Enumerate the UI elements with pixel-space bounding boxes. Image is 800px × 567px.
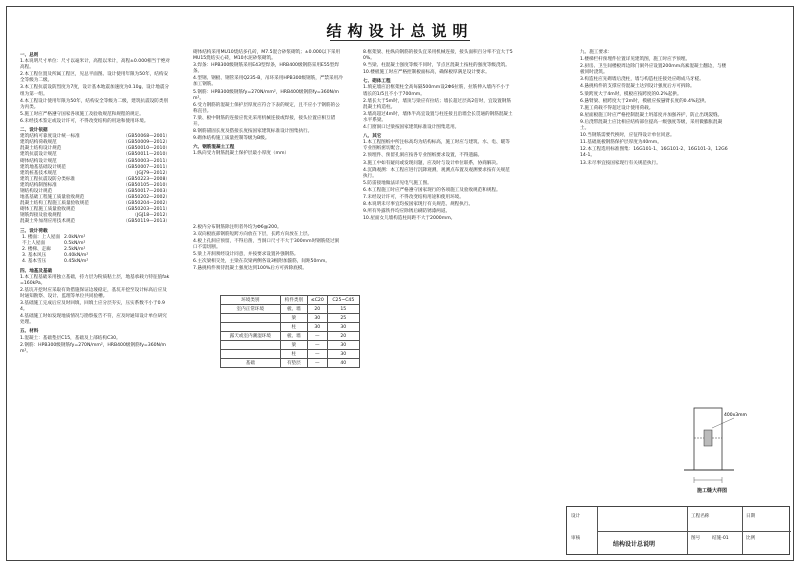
paragraph: 4.型钢、钢板、钢管采用Q235-B，吊环采用HPB300级钢筋，严禁采用冷加工钢筋。 <box>193 76 343 88</box>
cover-cell: 柱 <box>280 350 307 359</box>
paragraph: 11.基础底板钢筋保护层厚度为40mm。 <box>580 140 662 146</box>
cover-header-row <box>221 296 360 305</box>
cover-cell: 有垫层 <box>280 359 307 368</box>
paragraph: 7.施工荷载不得超过设计使用荷载。 <box>580 105 654 111</box>
paragraph: 4.沉降观测：本工程应进行沉降观测，观测点布置及观测要求按有关规范执行。 <box>363 167 510 179</box>
drawing-name: 结构设计总说明 <box>613 541 656 548</box>
standard-code: （GB50119—2013） <box>123 219 170 225</box>
cover-cell <box>221 350 281 359</box>
paragraph: 1.本工程基础采用独立基础，持力层为粉质粘土层，地基承载力特征值fak=160kPa。 <box>20 274 170 286</box>
title-underline <box>330 40 470 41</box>
paragraph: 5.梁上开洞须经设计同意，并按要求设置补强钢筋。 <box>193 251 299 257</box>
cover-cell: — <box>308 350 328 359</box>
paragraph: 10.楼板施工时应严格控制板面标高，确保板厚满足设计要求。 <box>363 70 490 76</box>
paragraph: 3.基础施工完成后应及时回填，回填土应分层夯实，压实系数不小于0.94。 <box>20 301 165 313</box>
cover-cell: 板、墙 <box>280 332 307 341</box>
standard-name: 建筑工程抗震设防分类标准 <box>20 176 76 182</box>
standard-code: （GB50068—2001） <box>123 134 170 140</box>
paragraph: 9.当梁、柱混凝土强度等级不同时，节点区混凝土按柱的强度等级浇筑。 <box>363 63 510 69</box>
cover-row <box>221 305 360 314</box>
cover-heading: 六、钢筋混凝土工程 <box>193 145 235 151</box>
paragraph: 9.砌体结构施工质量控制等级为B级。 <box>193 136 270 142</box>
paragraph: 10.当钢筋需要代换时，应征得设计单位同意。 <box>580 133 675 139</box>
construction-joint-detail <box>664 398 754 493</box>
standard-name: 混凝土结构设计规范 <box>20 146 62 152</box>
paragraph: 2.本工程位置及所属工程区，见总平面图。设计使用年限为50年，结构安全等级为二级。 <box>20 72 169 84</box>
load-label: 1. 楼面：上人屋面 <box>22 234 61 240</box>
cover-row <box>221 314 360 323</box>
cover-cell: 柱 <box>280 323 307 332</box>
standard-code: （GB50011—2010） <box>123 152 170 158</box>
paragraph: 7.梁、板中钢筋的连接应优先采用机械连接或焊接，接头位置应相互错开。 <box>193 115 336 128</box>
paragraph: 2.板内分布钢筋除注明者外均为Φ6@200。 <box>193 224 282 230</box>
paragraph: 砌体结构采用MU10烧结多孔砖，M7.5混合砂浆砌筑；±0.000以下采用MU15烧结实心砖，M10水泥砂浆砌筑。 <box>193 50 341 62</box>
standard-code: （GB50105—2010） <box>123 182 170 188</box>
cover-cell: 露天或室内潮湿环境 <box>221 332 281 341</box>
paragraph: 8.本说明未尽事宜均按国家现行有关规范、规程执行。 <box>363 202 474 208</box>
cover-cell: 梁 <box>280 314 307 323</box>
paragraph: 3.构造柱应先砌墙后浇柱，墙与构造柱连接处应砌成马牙槎。 <box>580 77 704 83</box>
paragraph: 1.填充墙应沿框架柱全高每隔500mm设2Φ6拉筋，拉筋伸入墙内不小于墙长的1/5且不小于700mm。 <box>363 85 510 97</box>
cover-cell <box>221 323 281 332</box>
scale-label: 比例 <box>746 536 756 541</box>
standard-item <box>20 219 170 225</box>
standard-code: （JGJ18—2012） <box>132 213 170 219</box>
standard-name: 地基基础工程施工质量验收规范 <box>20 195 85 201</box>
paragraph: 3.双向板底部钢筋短跨方向放在下层，长跨方向放在上层。 <box>193 231 313 237</box>
paragraph: 12.本工程选用标准图集：16G101-1、16G101-2、16G101-3、12G614-1。 <box>580 147 728 159</box>
paragraph: 2.预埋件、预留孔洞应按各专业图纸要求设置，不得遗漏。 <box>363 153 483 159</box>
paragraph: 4.悬挑构件的支撑应待混凝土达到设计强度后方可拆除。 <box>580 84 695 90</box>
paragraph: 1.本说明尺寸单位：尺寸以毫米计，高程以米计，高程±0.000相当于绝对高程。 <box>20 59 171 71</box>
paragraph: 6.未经技术鉴定或设计许可，不得改变结构的用途和使用环境。 <box>20 118 149 124</box>
standard-code: （JGJ79—2012） <box>132 170 170 176</box>
paragraph: 5.施工时应严格遵守国家各项施工及验收规范和规程的规定。 <box>20 111 144 117</box>
standard-name: 建筑结构可靠度设计统一标准 <box>20 134 80 140</box>
standard-name: 建筑结构荷载规范 <box>20 140 57 146</box>
project-label: 工程名称 <box>691 514 710 519</box>
standard-code: （GB50017—2003） <box>123 188 170 194</box>
cover-cell: 15 <box>327 305 359 314</box>
paragraph: 8.屋面板施工时应严格控制混凝土坍落度并加强养护，防止出现裂缝。 <box>580 112 723 118</box>
load-value: 0.40kN/m² <box>64 253 89 259</box>
cover-row <box>221 350 360 359</box>
cover-cell: 30 <box>308 323 328 332</box>
standards-list <box>20 134 170 225</box>
paragraph: 13.未尽事宜按国家现行有关规范执行。 <box>580 160 661 166</box>
standard-name: 混凝土结构工程施工质量验收规范 <box>20 201 89 207</box>
standard-code: （GB50204—2002） <box>123 201 170 207</box>
section-heading: 二、设计依据 <box>20 128 48 134</box>
loads-heading: 三、设计荷载 <box>20 228 48 234</box>
standard-code: （GB50223—2008） <box>123 176 170 182</box>
load-label: 不上人屋面 <box>22 240 45 246</box>
drawing-no-label: 图号 <box>691 536 701 541</box>
cover-thickness-table <box>220 295 360 368</box>
standard-name: 建筑抗震设计规范 <box>20 152 57 158</box>
paragraph: 5.梁跨度大于4m时，模板应按跨度的0.2%起拱。 <box>580 91 682 97</box>
column-construction <box>580 50 730 168</box>
paragraph: 2.钢筋：HPB300级钢筋fy=270N/mm²，HRB400级钢筋fy=360N/mm²。 <box>20 342 167 354</box>
paragraph: 4.板上孔洞应预留，不得后凿，当洞口尺寸不大于300mm时钢筋绕过洞口不需切断。 <box>193 238 340 250</box>
cover-header-cell: 构件类别 <box>280 296 307 305</box>
paragraph: 1.楼梯栏杆预埋件位置详见建筑图，施工时应予预埋。 <box>580 57 691 63</box>
title-block <box>566 506 790 555</box>
standard-name: 砌体结构设计规范 <box>20 158 57 164</box>
paragraph: 8.框架梁、柱纵向钢筋的接头宜采用机械连接，接头面积百分率不宜大于50%。 <box>363 50 513 62</box>
cover-table-caption: 1.纵向受力钢筋混凝土保护层最小厚度（mm） <box>193 151 290 157</box>
load-row <box>20 259 90 265</box>
cover-row <box>221 359 360 368</box>
column-masonry <box>363 50 513 223</box>
cover-header-cell: 环境类别 <box>221 296 281 305</box>
paragraph: 6.本工程施工时应严格遵守国家现行的各项施工及验收规范和规程。 <box>363 187 501 193</box>
paragraph: 1.本工程图纸中所注标高均为结构标高，施工时应与建筑、水、电、暖等专业图纸密切配合。 <box>363 140 510 152</box>
detail-caption: 施工缝大样图 <box>696 488 727 494</box>
water-stop <box>704 430 712 446</box>
section-heading: 七、砌体工程 <box>363 79 391 85</box>
cover-cell: — <box>308 332 328 341</box>
check-label: 审核 <box>571 536 581 541</box>
load-value: 2.0kN/m² <box>64 234 86 240</box>
cover-cell: 板、墙 <box>280 305 307 314</box>
paragraph: 6.受力钢筋的混凝土保护层厚度应符合下表的规定，且不应小于钢筋的公称直径。 <box>193 102 340 114</box>
paragraph: 2.厨房、卫生间楼板周边除门洞外应设置200mm高素混凝土翻边，与楼板同时浇筑。 <box>580 64 727 76</box>
cover-cell: 室内正常环境 <box>221 305 281 314</box>
paragraph: 6.主次梁相交处，主梁在次梁两侧各设3根附加箍筋，间距50mm。 <box>193 258 330 264</box>
load-label: 4. 基本雪压 <box>22 259 47 265</box>
cover-cell <box>221 341 281 350</box>
cover-cell: — <box>308 359 328 368</box>
paragraph: 4.基础施工时如发现地质情况与勘察报告不符，应及时通知设计单位研究处理。 <box>20 314 167 326</box>
load-row <box>20 235 90 241</box>
cover-cell: 30 <box>308 314 328 323</box>
cover-cell: 基础 <box>221 359 281 368</box>
paragraph: 3.施工中如有疑问或发现问题，应及时与设计单位联系，协商解决。 <box>363 160 501 166</box>
design-label: 设计 <box>571 514 581 519</box>
paragraph: 3.焊条：HPB300级钢筋采用E43型焊条，HRB400级钢筋采用E55型焊条。 <box>193 63 339 75</box>
paragraph: 1.混凝土：基础垫层C15，基础及上部结构C30。 <box>20 335 121 341</box>
load-label: 2. 楼梯、走廊 <box>22 247 51 253</box>
paragraph: 2.墙长大于5m时，墙顶与梁应有拉结；墙长超过层高2倍时，宜设置钢筋混凝土构造柱。 <box>363 98 511 110</box>
leader-line <box>712 418 734 428</box>
standard-name: 砌体工程施工质量验收规范 <box>20 207 76 213</box>
detail-dimension: 400x3mm <box>724 413 747 418</box>
drawing-no: 结施-01 <box>712 536 729 541</box>
cover-row <box>221 323 360 332</box>
cover-cell: 25 <box>327 314 359 323</box>
cover-cell: 20 <box>308 305 328 314</box>
standard-code: （GB50003—2011） <box>123 158 170 164</box>
load-label: 3. 基本风压 <box>22 253 47 259</box>
paragraph: 3.墙高超过4m时，墙体半高宜设置与柱连接且沿墙全长贯通的钢筋混凝土水平系梁。 <box>363 111 513 123</box>
cover-cell: 30 <box>327 350 359 359</box>
cover-header-cell: C25~C45 <box>327 296 359 305</box>
section-heading: 一、总则 <box>20 53 39 58</box>
standard-name: 钢结构设计规范 <box>20 188 53 194</box>
section-heading: 五、材料 <box>20 329 39 335</box>
cover-cell: 梁 <box>280 341 307 350</box>
paragraph: 4.门窗洞口过梁按国家建筑标准设计图集选用。 <box>363 125 460 131</box>
section-heading: 四、地基及基础 <box>20 268 53 274</box>
date-label: 日期 <box>746 514 756 519</box>
paragraph: 9.后浇带混凝土应比相应结构部位提高一级强度等级，采用微膨胀混凝土。 <box>580 119 723 132</box>
loads-table <box>20 235 90 266</box>
cover-cell: — <box>308 341 328 350</box>
paragraph: 3.本工程抗震设防烈度为7度，设计基本地震加速度为0.10g，设计地震分组为第一组。 <box>20 85 170 97</box>
paragraph: 7.未经设计许可，不得改变结构用途和使用环境。 <box>363 194 464 200</box>
column-materials <box>193 50 343 273</box>
standard-name: 建筑桩基技术规范 <box>20 170 57 176</box>
cover-row <box>221 341 360 350</box>
paragraph: 9.所有外露铁件均应除锈后刷防锈漆两道。 <box>363 209 451 215</box>
paragraph: 10.屋面女儿墙构造柱间距不大于2000mm。 <box>363 216 456 222</box>
paragraph: 7.悬挑构件须待混凝土强度达到100%后方可拆除底模。 <box>193 266 307 272</box>
cover-cell: 30 <box>327 341 359 350</box>
load-value: 0.5kN/m² <box>64 240 86 246</box>
standard-name: 建筑结构制图标准 <box>20 182 57 188</box>
standard-code: （GB50010—2010） <box>123 146 170 152</box>
standard-name: 混凝土外加剂应用技术规范 <box>20 219 76 225</box>
paragraph: 5.防雷接地做法详见电气施工图。 <box>363 180 432 186</box>
paragraph: 4.本工程设计使用年限为50年，结构安全等级为二级，建筑抗震设防类别为丙类。 <box>20 98 169 110</box>
cover-cell <box>221 314 281 323</box>
paragraph: 8.钢筋锚固长度及搭接长度按国家建筑标准设计图集执行。 <box>193 129 313 135</box>
cover-cell: 30 <box>327 323 359 332</box>
cover-cell: 40 <box>327 359 359 368</box>
standard-code: （GB50203—2011） <box>123 207 170 213</box>
paragraph: 5.钢筋：HPB300级钢筋fy=270N/mm²，HRB400级钢筋fy=360N/mm²。 <box>193 89 340 101</box>
cover-header-cell: ≤C20 <box>308 296 328 305</box>
standard-code: （GB50009—2012） <box>123 140 170 146</box>
standard-code: （GB50007—2011） <box>123 164 170 170</box>
load-value: 2.5kN/m² <box>64 247 86 253</box>
standard-name: 建筑地基基础设计规范 <box>20 164 66 170</box>
standard-name: 钢筋焊接及验收规程 <box>20 213 62 219</box>
paragraph: 6.悬臂梁、板跨度大于2m时，模板应按悬臂长度的0.4%起拱。 <box>580 98 710 104</box>
section-heading: 八、其它 <box>363 134 382 140</box>
paragraph: 九、施工要求： <box>580 50 613 55</box>
page-title: 结构设计总说明 <box>326 22 474 40</box>
cover-row <box>221 332 360 341</box>
cover-cell: 20 <box>327 332 359 341</box>
standard-code: （GB50202—2002） <box>123 195 170 201</box>
paragraph: 2.基坑开挖时应采取有效措施保证边坡稳定，基坑开挖至设计标高后应及时通知勘察、设计、监理等单位共同验槽。 <box>20 287 167 300</box>
column-general <box>20 50 170 356</box>
load-value: 0.45kN/m² <box>64 259 89 265</box>
